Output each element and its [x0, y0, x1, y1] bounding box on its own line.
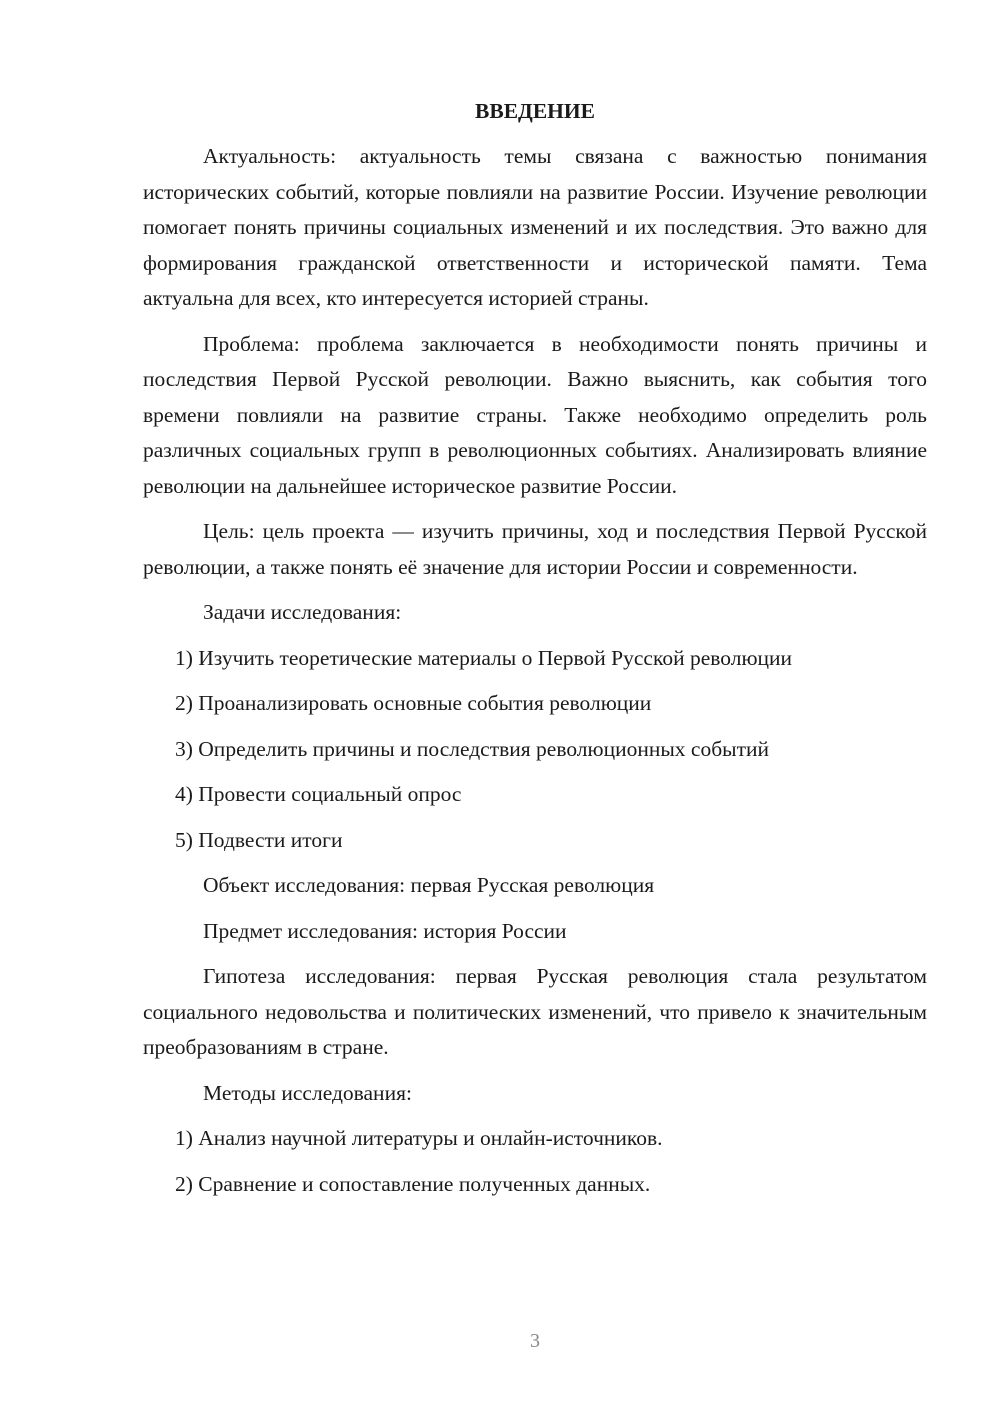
section-title: ВВЕДЕНИЕ [475, 99, 595, 123]
research-subject: Предмет исследования: история России [203, 918, 567, 943]
tasks-heading: Задачи исследования: [203, 600, 402, 624]
document-page [143, 94, 927, 1212]
hypothesis-paragraph: Гипотеза исследования: первая Русская революция стала результатом социального недовольства и политических изменений, что привело к значительным преобразованиям в стране. [143, 964, 927, 1059]
task-item-3: 3) Определить причины и последствия революционных событий [175, 736, 770, 761]
method-item-2: 2) Сравнение и сопоставление полученных данных. [175, 1171, 651, 1196]
method-item-1: 1) Анализ научной литературы и онлайн-источников. [175, 1126, 663, 1150]
methods-heading: Методы исследования: [203, 1080, 412, 1105]
task-item-5: 5) Подвести итоги [175, 827, 343, 852]
task-item-4: 4) Провести социальный опрос [175, 782, 462, 806]
goal-paragraph: Цель: цель проекта — изучить причины, ход и последствия Первой Русской революции, а также понять её значение для истории России и современности. [143, 519, 927, 579]
task-item-1: 1) Изучить теоретические материалы о Первой Русской революции [175, 645, 793, 670]
page-number: 3 [530, 1330, 540, 1352]
task-item-2: 2) Проанализировать основные события революции [175, 691, 652, 715]
relevance-paragraph: Актуальность: актуальность темы связана с важностью понимания исторических событий, которые повлияли на развитие России. Изучение революции помогает понять причины социальных изменений и их последствия. Это важно для формирования гражданской ответственности и исторической памяти. Тема актуальна для всех, кто интересуется историей страны. [143, 144, 927, 310]
research-object: Объект исследования: первая Русская революция [203, 873, 655, 897]
problem-paragraph: Проблема: проблема заключается в необходимости понять причины и последствия Первой Русской революции. Важно выяснить, как события того времени повлияли на развитие страны. Также необходимо определить роль различных социальных групп в революционных событиях. Анализировать влияние революции на дальнейшее историческое развитие России. [143, 331, 927, 498]
